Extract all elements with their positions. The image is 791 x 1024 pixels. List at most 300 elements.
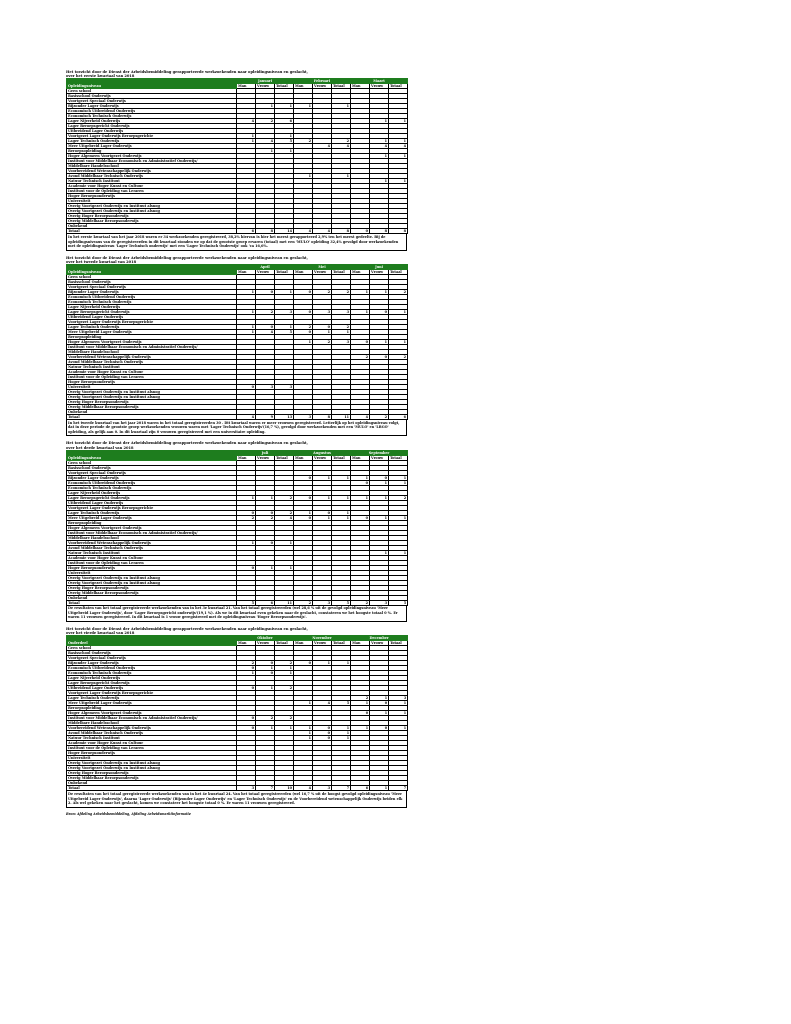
value-cell: 2 (313, 340, 332, 345)
row-label: Instituut voor Middelbaar Economisch en Administratief Onderwijs/ (67, 716, 237, 721)
value-cell: 3 (332, 310, 351, 315)
value-cell: 8 (256, 229, 275, 234)
value-cell: 0 (313, 510, 332, 515)
row-label: Onbekend (67, 781, 237, 786)
value-cell: 13 (275, 415, 294, 420)
gender-column-header: Vrouw (256, 84, 275, 89)
row-label: Meer Uitgebreid Lager Onderwijs (67, 144, 237, 149)
value-cell: 1 (332, 510, 351, 515)
value-cell: 11 (275, 600, 294, 605)
value-cell: 5 (275, 330, 294, 335)
value-cell: 1 (256, 666, 275, 671)
value-cell: 2 (294, 325, 313, 330)
value-cell: 1 (389, 340, 408, 345)
value-cell: 1 (332, 731, 351, 736)
row-label: Avond Middelbaar Technisch Onderwijs (67, 174, 237, 179)
value-cell: 1 (370, 119, 389, 124)
value-cell: 2 (275, 661, 294, 666)
value-cell: 6 (389, 415, 408, 420)
section-title (66, 70, 407, 78)
value-cell: 0 (351, 480, 370, 485)
row-label: Economisch Technisch Onderwijs (67, 300, 237, 305)
value-cell: 0 (256, 671, 275, 676)
section-title-line: Het toezicht door de Dienst der Arbeidsbemiddeling gerapporteerde werkzoekenden naar opleidingsniveau en geslacht, (66, 441, 308, 446)
value-cell: 0 (237, 686, 256, 691)
value-cell: 1 (332, 726, 351, 731)
value-cell: 7 (332, 786, 351, 791)
gender-column-header: Totaal (332, 270, 351, 275)
value-cell: 0 (370, 475, 389, 480)
value-cell: 1 (275, 565, 294, 570)
value-cell: 0 (237, 385, 256, 390)
value-cell: 4 (237, 415, 256, 420)
row-label: Beroepsopleiding (67, 520, 237, 525)
row-label: Hoger Algemeen Voortgezet Onderwijs (67, 154, 237, 159)
row-label: Economisch Technisch Onderwijs (67, 485, 237, 490)
value-cell: 1 (332, 736, 351, 741)
value-cell: 1 (256, 495, 275, 500)
value-cell: 2 (294, 139, 313, 144)
gender-column-header: Vrouw (313, 455, 332, 460)
value-cell: 3 (275, 310, 294, 315)
row-label: Lager Beroepsgericht Onderwijs (67, 495, 237, 500)
gender-column-header: Vrouw (313, 270, 332, 275)
gender-column-header: Totaal (389, 641, 408, 646)
section-title (66, 627, 407, 635)
value-cell: 1 (294, 104, 313, 109)
value-cell: 1 (370, 340, 389, 345)
gender-column-header: Totaal (332, 84, 351, 89)
value-cell: 1 (351, 475, 370, 480)
value-cell: 0 (313, 736, 332, 741)
value-cell: 4 (313, 701, 332, 706)
table-row (67, 600, 408, 605)
section-title-line: Het toezicht door de Dienst der Arbeidsbemiddeling gerapporteerde werkzoekenden naar opleidingsniveau en geslacht, (66, 255, 308, 260)
value-cell: 1 (275, 134, 294, 139)
value-cell: 1 (332, 661, 351, 666)
value-cell: 1 (294, 701, 313, 706)
gender-column-header: Man (237, 641, 256, 646)
row-label: Lager Beroepsgericht Onderwijs (67, 310, 237, 315)
row-label: Uitbreidend Lager Onderwijs (67, 129, 237, 134)
row-label: Instituut voor Middelbaar Economisch en Administratief Onderwijs/ (67, 530, 237, 535)
value-cell: 3 (313, 310, 332, 315)
row-label: Economisch Uitbreidend Onderwijs (67, 109, 237, 114)
row-label: Overig Voortgezet Onderwijs en Instituut alsnog (67, 390, 237, 395)
value-cell: 4 (237, 119, 256, 124)
gender-column-header: Vrouw (370, 455, 389, 460)
row-label: Instituut voor de Opleiding van Leraren (67, 189, 237, 194)
row-label: Totaal (67, 600, 237, 605)
month-header: December (351, 636, 408, 641)
gender-column-header: Vrouw (313, 641, 332, 646)
value-cell: 1 (389, 550, 408, 555)
row-label: Overig Voortgezet Onderwijs en Instituut alsnog (67, 761, 237, 766)
value-cell: 10 (275, 786, 294, 791)
value-cell: 3 (256, 385, 275, 390)
row-label: Overig Hoger Beroepsonderwijs (67, 214, 237, 219)
value-cell: 1 (370, 495, 389, 500)
gender-column-header: Vrouw (256, 641, 275, 646)
row-label-header: Onderdeel (67, 641, 237, 646)
row-label: Geen school (67, 646, 237, 651)
gender-column-header: Totaal (275, 455, 294, 460)
month-header: Mei (294, 265, 351, 270)
value-cell: 2 (256, 716, 275, 721)
gender-column-header: Vrouw (313, 84, 332, 89)
row-label: Hoger Beroepsonderwijs (67, 751, 237, 756)
row-label: Instituut voor de Opleiding van Leraren (67, 375, 237, 380)
section-note: De resultaten van het totaal geregistreerde werkzoekenden van in het 4e kwartaal 24. Van het totaal geregistreerden (wel 16,7 % uit de hoogst gevolgd opleidingsniveau 'Meer Uitgebreid Lager Onderwijs', daarna 'Lager Onderwijs' (Bijzonder Lager Onderwijs' en 'Lager Technisch Onderwijs' en de Voorbereidend wetenschappelijk Onderwijs beiden elk 2. Als wel gekeken naar het geslacht, komen we constateer het hoogste totaal 0 %. Er waren 11 vrouwen geregistreerd. (66, 791, 407, 807)
value-cell: 6 (256, 600, 275, 605)
gender-column-header: Vrouw (370, 270, 389, 275)
value-cell: 1 (389, 179, 408, 184)
value-cell: 1 (256, 726, 275, 731)
value-cell: 1 (256, 149, 275, 154)
row-label: Basisschool Onderwijs (67, 94, 237, 99)
value-cell: 1 (313, 330, 332, 335)
row-label: Basisschool Onderwijs (67, 465, 237, 470)
row-label: Natuur Technisch Instituut (67, 179, 237, 184)
section-note: De resultaten van het totaal geregistreerde werkzoekenden van in het 3e kwartaal 21. Van het totaal geregistreerden (wel 28,6 % uit de gevolgd opleidingsniveau 'Meer Uitgebreid Lager Onderwijs', door 'Lager Beroepsgericht onderwijs'(19,1 %). Als we in dit kwartaal even gekeken naar de geslacht, constateren we het hoogste totaal 0 %. Er waren 11 vrouwen geregistreerd. In dit kwartaal is 1 vrouw geregistreerd met de opleidingsniveau 'Hoger Beroepsonderwijs'. (66, 606, 407, 622)
row-label: Lager Technisch Onderwijs (67, 139, 237, 144)
value-cell: 3 (370, 600, 389, 605)
value-cell: 0 (256, 325, 275, 330)
value-cell: 5 (237, 600, 256, 605)
value-cell: 1 (332, 515, 351, 520)
value-cell: 1 (275, 540, 294, 545)
row-label: Uitbreidend Lager Onderwijs (67, 315, 237, 320)
row-label: Hoger Beroepsonderwijs (67, 194, 237, 199)
value-cell: 0 (370, 310, 389, 315)
month-header: Maart (351, 79, 408, 84)
value-cell: 1 (275, 325, 294, 330)
row-label-header: Opleidingsniveau (67, 270, 237, 275)
quarter-section (66, 256, 407, 437)
value-cell: 2 (256, 119, 275, 124)
row-label: Totaal (67, 415, 237, 420)
value-cell: 2 (294, 600, 313, 605)
value-cell: 3 (332, 340, 351, 345)
gender-column-header: Totaal (332, 455, 351, 460)
row-label: Onbekend (67, 224, 237, 229)
value-cell: 0 (351, 711, 370, 716)
value-cell: 6 (237, 229, 256, 234)
document-page (66, 70, 407, 816)
value-cell: 2 (389, 355, 408, 360)
value-cell: 4 (313, 144, 332, 149)
source-footer: Bron: Afdeling Arbeidsbemiddeling, Afdeling Arbeidsmarktinformatie (66, 811, 191, 816)
row-label: Basisschool Onderwijs (67, 651, 237, 656)
gender-column-header: Man (294, 84, 313, 89)
row-label: Geen school (67, 460, 237, 465)
value-cell: 1 (294, 736, 313, 741)
row-label: Avond Middelbaar Technisch Onderwijs (67, 360, 237, 365)
value-cell: 1 (237, 330, 256, 335)
value-cell: 2 (332, 139, 351, 144)
value-cell: 7 (389, 786, 408, 791)
value-cell: 3 (313, 786, 332, 791)
value-cell: 0 (294, 310, 313, 315)
row-label: Overig Hoger Beroepsonderwijs (67, 585, 237, 590)
row-label: Middelbare Handelsschool (67, 164, 237, 169)
value-cell: 8 (313, 415, 332, 420)
value-cell: 1 (370, 290, 389, 295)
value-cell: 1 (332, 495, 351, 500)
value-cell: 4 (256, 139, 275, 144)
value-cell: 1 (351, 495, 370, 500)
value-cell: 4 (294, 229, 313, 234)
gender-column-header: Vrouw (370, 84, 389, 89)
value-cell: 5 (332, 701, 351, 706)
row-label: Economisch Technisch Onderwijs (67, 671, 237, 676)
value-cell: 2 (351, 600, 370, 605)
gender-column-header: Totaal (389, 270, 408, 275)
section-title-line: Het toezicht door de Dienst der Arbeidsbemiddeling gerapporteerde werkzoekenden naar opleidingsniveau en geslacht, (66, 627, 308, 632)
value-cell: 3 (389, 696, 408, 701)
row-label: Lager Technisch Onderwijs (67, 696, 237, 701)
gender-column-header: Totaal (275, 270, 294, 275)
value-cell: 8 (370, 229, 389, 234)
value-cell: 1 (237, 540, 256, 545)
value-cell: 0 (313, 731, 332, 736)
value-cell: 3 (237, 786, 256, 791)
value-cell: 1 (370, 515, 389, 520)
section-title-line: over het tweede kwartaal van 2018 (66, 259, 137, 264)
row-label: Lager Technisch Onderwijs (67, 510, 237, 515)
value-cell: 1 (389, 310, 408, 315)
row-label: Uitbreidend Lager Onderwijs (67, 500, 237, 505)
value-cell: 1 (294, 174, 313, 179)
value-cell: 1 (275, 671, 294, 676)
data-table (66, 264, 408, 420)
table-row (67, 786, 408, 791)
value-cell: 1 (275, 290, 294, 295)
row-label: Beroepsopleiding (67, 335, 237, 340)
value-cell: 1 (237, 495, 256, 500)
value-cell: 0 (313, 726, 332, 731)
value-cell: 0 (237, 510, 256, 515)
value-cell: 1 (389, 515, 408, 520)
section-title (66, 441, 407, 449)
row-label: Instituut voor Middelbaar Economisch en Administratief Onderwijs/ (67, 159, 237, 164)
value-cell: 4 (332, 144, 351, 149)
row-label: Economisch Technisch Onderwijs (67, 114, 237, 119)
value-cell: 1 (275, 666, 294, 671)
value-cell: 14 (275, 229, 294, 234)
row-label: Overig Voortgezet Onderwijs en Instituut alsnog (67, 204, 237, 209)
value-cell: 0 (256, 540, 275, 545)
row-label: Voorbereidend Wetenschappelijk Onderwijs (67, 540, 237, 545)
row-label: Voorbereidend Wetenschappelijk Onderwijs (67, 355, 237, 360)
value-cell: 2 (256, 310, 275, 315)
row-label: Basisschool Onderwijs (67, 280, 237, 285)
row-label-header: Opleidingsniveau (67, 455, 237, 460)
row-label: Universiteit (67, 570, 237, 575)
row-label: Overig Voortgezet Onderwijs en Instituut alsnog (67, 766, 237, 771)
row-label: Meer Uitgebreid Lager Onderwijs (67, 515, 237, 520)
row-label: Hoger Algemeen Voortgezet Onderwijs (67, 711, 237, 716)
value-cell: 4 (370, 144, 389, 149)
value-cell: 1 (256, 686, 275, 691)
row-label: Totaal (67, 229, 237, 234)
value-cell: 5 (389, 600, 408, 605)
value-cell: 1 (389, 154, 408, 159)
row-label: Onbekend (67, 595, 237, 600)
section-title (66, 256, 407, 264)
value-cell: 0 (370, 701, 389, 706)
value-cell: 1 (332, 330, 351, 335)
value-cell: 1 (294, 340, 313, 345)
value-cell: 1 (370, 696, 389, 701)
value-cell: 0 (294, 661, 313, 666)
row-label: Economisch Uitbreidend Onderwijs (67, 295, 237, 300)
value-cell: 1 (237, 139, 256, 144)
value-cell: 6 (351, 786, 370, 791)
gender-column-header: Man (351, 641, 370, 646)
quarter-section (66, 70, 407, 251)
value-cell: 1 (370, 480, 389, 485)
row-label: Economisch Uitbreidend Onderwijs (67, 666, 237, 671)
value-cell: 0 (256, 510, 275, 515)
section-title-line: over het derde kwartaal van 2018 (66, 445, 134, 450)
gender-column-header: Vrouw (370, 641, 389, 646)
value-cell: 2 (351, 355, 370, 360)
value-cell: 0 (351, 229, 370, 234)
gender-column-header: Vrouw (256, 455, 275, 460)
value-cell: 0 (294, 330, 313, 335)
row-label: Overig Middelbaar Beroepsonderwijs (67, 219, 237, 224)
value-cell: 0 (294, 475, 313, 480)
value-cell: 1 (389, 711, 408, 716)
row-label: Hoger Beroepsonderwijs (67, 380, 237, 385)
value-cell: 4 (351, 415, 370, 420)
value-cell: 2 (237, 661, 256, 666)
month-header: Augustus (294, 450, 351, 455)
section-title-line: over het eerste kwartaal van 2018 (66, 74, 135, 79)
row-label: Universiteit (67, 756, 237, 761)
value-cell: 1 (389, 139, 408, 144)
value-cell: 4 (256, 330, 275, 335)
value-cell: 1 (237, 310, 256, 315)
row-label: Overig Voortgezet Onderwijs en Instituut alsnog (67, 209, 237, 214)
row-label: Lager Nijverheid Onderwijs (67, 676, 237, 681)
value-cell: 3 (275, 385, 294, 390)
value-cell: 2 (275, 495, 294, 500)
value-cell: 1 (237, 671, 256, 676)
value-cell: 1 (370, 550, 389, 555)
row-label: Natuur Technisch Instituut (67, 365, 237, 370)
month-header: Juli (237, 450, 294, 455)
value-cell: 1 (237, 325, 256, 330)
row-label: Lager Nijverheid Onderwijs (67, 490, 237, 495)
value-cell: 1 (389, 475, 408, 480)
gender-column-header: Man (294, 641, 313, 646)
month-header: April (237, 265, 294, 270)
month-header: Juni (351, 265, 408, 270)
row-label: Hoger Algemeen Voortgezet Onderwijs (67, 340, 237, 345)
value-cell: 2 (256, 515, 275, 520)
section-note: In het tweede kwartaal van het jaar 2018 waren in het totaal geregistreerden 30 . Dit kwartaal waren er meer vrouwen geregistreerd. Letterlijk op het opleidingsniveau volgt, dat in deze periode de grootste groep werkzoekenden vrouwen waren met 'Lager Technisch Onderwijs'(16,7 %), gevolgd door werkzoekenden met een 'MULO' en 'LBGO' opleiding, als gelijk aan 0. In dit kwartaal zijn 0 vrouwen geregistreerd met een universitaire opleiding. (66, 420, 407, 436)
gender-column-header: Man (237, 84, 256, 89)
row-label: Overig Voortgezet Onderwijs en Instituut alsnog (67, 580, 237, 585)
row-label: Meer Uitgebreid Lager Onderwijs (67, 701, 237, 706)
row-label: Overig Hoger Beroepsonderwijs (67, 400, 237, 405)
row-label: Instituut voor de Opleiding van Leraren (67, 560, 237, 565)
value-cell: 1 (389, 119, 408, 124)
gender-column-header: Totaal (389, 455, 408, 460)
value-cell: 2 (275, 686, 294, 691)
row-label: Overig Middelbaar Beroepsonderwijs (67, 776, 237, 781)
section-title-line: over het vierde kwartaal van 2018 (66, 631, 135, 636)
value-cell: 0 (294, 290, 313, 295)
row-label: Overig Middelbaar Beroepsonderwijs (67, 590, 237, 595)
value-cell: 1 (256, 565, 275, 570)
row-label: Overig Voortgezet Onderwijs en Instituut alsnog (67, 395, 237, 400)
value-cell: 0 (237, 726, 256, 731)
row-label: Geen school (67, 89, 237, 94)
gender-column-header: Man (237, 270, 256, 275)
row-label: Uitbreidend Lager Onderwijs (67, 686, 237, 691)
value-cell: 1 (294, 731, 313, 736)
row-label: Voorbereidend Wetenschappelijk Onderwijs (67, 169, 237, 174)
value-cell: 1 (370, 179, 389, 184)
row-label: Instituut voor de Opleiding van Leraren (67, 746, 237, 751)
data-table (66, 450, 408, 606)
row-label: Beroepsopleiding (67, 706, 237, 711)
value-cell: 0 (237, 666, 256, 671)
value-cell: 0 (237, 565, 256, 570)
value-cell: 1 (275, 149, 294, 154)
value-cell: 8 (389, 229, 408, 234)
value-cell: 2 (237, 515, 256, 520)
row-label: Overig Voortgezet Onderwijs en Instituut alsnog (67, 575, 237, 580)
value-cell: 0 (351, 340, 370, 345)
value-cell: 0 (256, 290, 275, 295)
row-label: Lager Beroepsgericht Onderwijs (67, 124, 237, 129)
gender-column-header: Totaal (389, 84, 408, 89)
row-label: Middelbare Handelsschool (67, 535, 237, 540)
value-cell: 2 (389, 290, 408, 295)
row-label: Lager Nijverheid Onderwijs (67, 305, 237, 310)
row-label: Academie voor Hoger Kunst en Cultuur (67, 741, 237, 746)
row-label: Lager Technisch Onderwijs (67, 325, 237, 330)
value-cell: 1 (275, 104, 294, 109)
row-label: Voortgezet Speciaal Onderwijs (67, 656, 237, 661)
gender-column-header: Totaal (275, 84, 294, 89)
value-cell: 0 (294, 515, 313, 520)
value-cell: 1 (313, 495, 332, 500)
row-label: Voortgezet Lager Onderwijs Beroepsgerichte (67, 691, 237, 696)
value-cell: 7 (256, 786, 275, 791)
gender-column-header: Man (351, 84, 370, 89)
row-label: Geen school (67, 275, 237, 280)
row-label: Instituut voor Middelbaar Economisch en Administratief Onderwijs/ (67, 345, 237, 350)
value-cell: 6 (275, 119, 294, 124)
row-label: Natuur Technisch Instituut (67, 736, 237, 741)
section-note: In het eerste kwartaal van het jaar 2018 waren er 34 werkzoekenden geregistreerd, 38,2% hiervan is hier het meest gerapporteerd 2,9% ten het meest gedeelte. Bij de opleidingsniveaus van de geregistreerden in dit kwartaal stonden we op dat de grootste groep ervaren (totaal) met een 'MULO' opleiding 32,4% gevolgd door werkzoekenden met de opleidingsniveau 'Lager Technisch onderwijs' met een 'Lager Technisch Onderwijs' ook 'ca 16,6%. (66, 234, 407, 250)
value-cell: 2 (332, 290, 351, 295)
value-cell: 1 (370, 139, 389, 144)
value-cell: 5 (332, 600, 351, 605)
value-cell: 2 (370, 415, 389, 420)
value-cell: 1 (332, 104, 351, 109)
row-label: Universiteit (67, 385, 237, 390)
value-cell: 0 (351, 515, 370, 520)
row-label: Hoger Beroepsonderwijs (67, 565, 237, 570)
value-cell: 1 (332, 174, 351, 179)
value-cell: 1 (275, 726, 294, 731)
